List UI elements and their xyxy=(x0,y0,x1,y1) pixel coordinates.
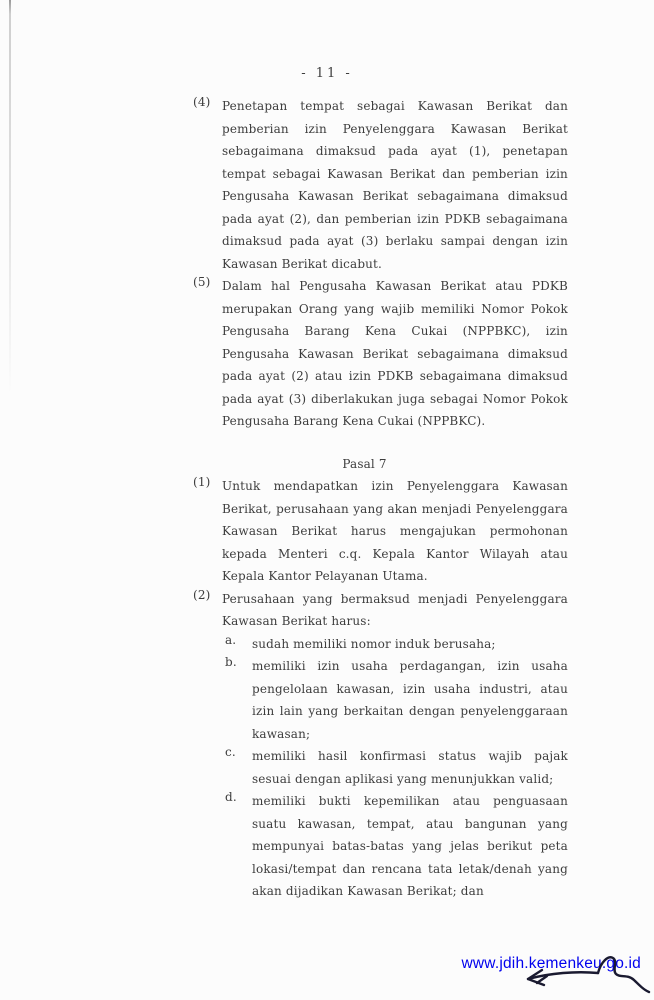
clause-text xyxy=(252,633,568,656)
footer-jdih-link[interactable]: www.jdih.kemenkeu.go.id xyxy=(461,955,641,972)
clause-line: pengelolaan kawasan, izin usaha industri, atau xyxy=(252,681,568,696)
clause-item xyxy=(193,588,568,633)
clause-text xyxy=(222,95,568,275)
clause-line: memiliki hasil konfirmasi status wajib pajak xyxy=(252,749,568,763)
clause-line: Pengusaha Kawasan Berikat sebagaimana dimaksud xyxy=(222,189,568,203)
clause-line: merupakan Orang yang wajib memiliki Nomor Pokok xyxy=(222,301,568,316)
clause-line: akan dijadikan Kawasan Berikat; dan xyxy=(252,884,484,898)
clause-text xyxy=(222,588,568,633)
clause-number: (4) xyxy=(193,95,211,109)
subclause-letter: d. xyxy=(225,790,237,804)
clause-line: suatu kawasan, tempat, atau bangunan yang xyxy=(252,816,568,831)
clause-line: tempat sebagai Kawasan Berikat dan pemberian izin xyxy=(222,166,568,181)
clause-line: memiliki izin usaha perdagangan, izin usaha xyxy=(252,659,568,673)
clause-line: Berikat, perusahaan yang akan menjadi Penyelenggara xyxy=(222,501,568,516)
clause-line: Kepala Kantor Pelayanan Utama. xyxy=(222,569,428,583)
clause-line: lokasi/tempat dan rencana tata letak/denah yang xyxy=(252,861,568,876)
subclause-letter: b. xyxy=(225,655,237,669)
clause-item xyxy=(193,475,568,588)
clause-item xyxy=(193,95,568,275)
document-body xyxy=(193,95,568,903)
clause-number: (2) xyxy=(193,587,211,602)
subclause-letter: a. xyxy=(225,632,237,647)
clause-subitem xyxy=(222,655,568,745)
clause-text xyxy=(252,790,568,903)
clause-line: pada ayat (2) atau izin PDKB sebagaimana dimaksud xyxy=(222,369,568,383)
clause-number: (5) xyxy=(193,275,211,289)
page-number: - 11 - xyxy=(301,66,353,81)
clause-line: Pengusaha Barang Kena Cukai (NPPBKC). xyxy=(222,414,486,428)
clause-line: Kawasan Berikat harus: xyxy=(222,614,371,628)
clause-line: pada ayat (2), dan pemberian izin PDKB sebagaimana xyxy=(222,211,568,226)
clause-line: Pengusaha Kawasan Berikat sebagaimana dimaksud xyxy=(222,346,568,361)
clause-line: memiliki bukti kepemilikan atau penguasaan xyxy=(252,794,568,808)
clause-item xyxy=(193,275,568,433)
clause-line: mempunyai batas-batas yang jelas berikut peta xyxy=(252,839,568,853)
clause-number: (1) xyxy=(193,475,211,489)
clause-line: Kawasan Berikat dicabut. xyxy=(222,256,382,271)
section-heading: Pasal 7 xyxy=(342,456,387,471)
clause-line: kawasan; xyxy=(252,726,311,741)
clause-line: pada ayat (3) diberlakukan juga sebagai Nomor Pokok xyxy=(222,391,568,406)
clause-text xyxy=(252,745,568,790)
clause-text xyxy=(222,475,568,588)
clause-line: pemberian izin Penyelenggara Kawasan Berikat xyxy=(222,121,568,136)
clause-line: Kawasan Berikat harus mengajukan permohonan xyxy=(222,524,568,538)
clause-line: Pengusaha Barang Kena Cukai (NPPBKC), izin xyxy=(222,324,568,338)
clause-line: Penetapan tempat sebagai Kawasan Berikat dan xyxy=(222,99,568,113)
clause-line: sesuai dengan aplikasi yang menunjukkan valid; xyxy=(252,771,554,786)
scan-edge-artifact xyxy=(9,0,11,395)
clause-line: dimaksud pada ayat (3) berlaku sampai dengan izin xyxy=(222,234,568,248)
clause-subitem xyxy=(222,633,568,656)
clause-line: Dalam hal Pengusaha Kawasan Berikat atau PDKB xyxy=(222,279,568,293)
clause-line: sudah memiliki nomor induk berusaha; xyxy=(252,636,496,651)
clause-subitem xyxy=(222,745,568,790)
clause-line: Perusahaan yang bermaksud menjadi Penyelenggara xyxy=(222,591,568,606)
clause-line: kepada Menteri c.q. Kepala Kantor Wilayah atau xyxy=(222,546,568,561)
subclause-letter: c. xyxy=(225,745,236,759)
clause-text xyxy=(222,275,568,433)
clause-text xyxy=(252,655,568,745)
clause-subitem xyxy=(222,790,568,903)
clause-line: Untuk mendapatkan izin Penyelenggara Kawasan xyxy=(222,479,568,493)
clause-line: sebagaimana dimaksud pada ayat (1), penetapan xyxy=(222,144,568,158)
clause-line: izin lain yang berkaitan dengan penyelenggaraan xyxy=(252,704,568,718)
